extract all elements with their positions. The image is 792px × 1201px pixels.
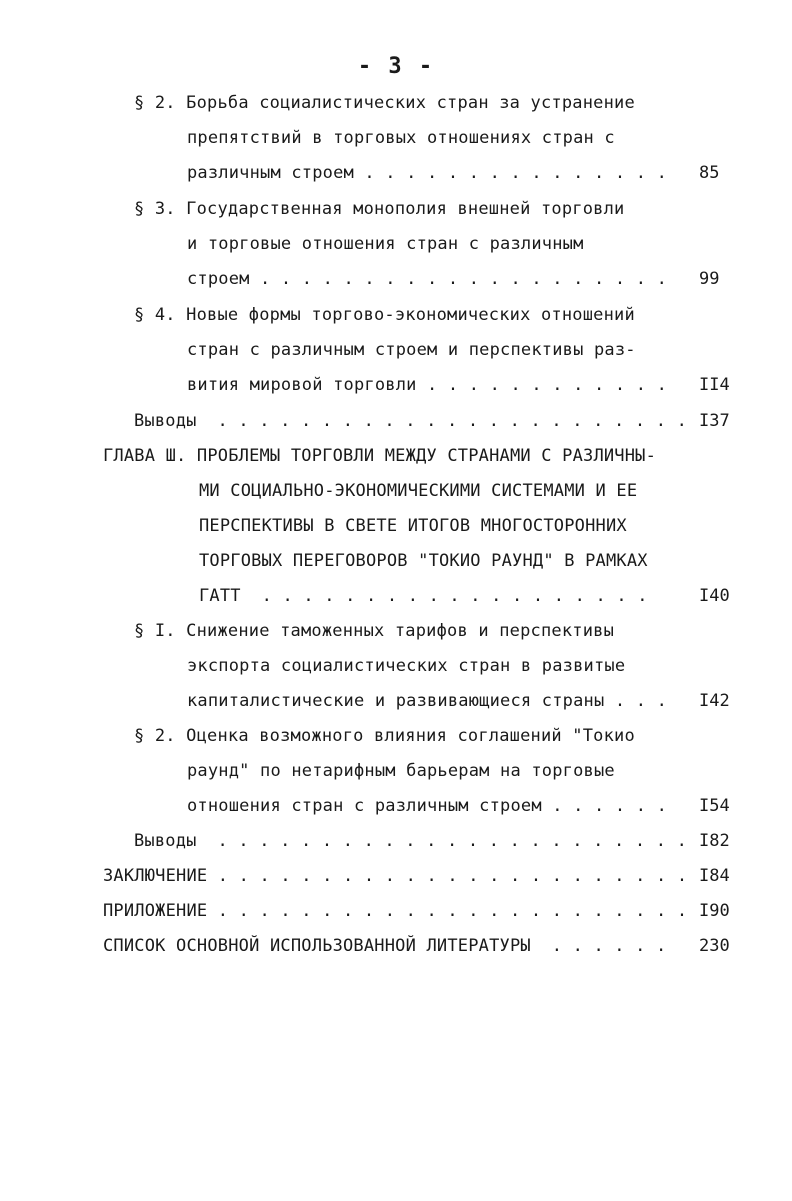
toc-entry-page: I42 xyxy=(699,691,730,711)
toc-entry-text: § I. Снижение таможенных тарифов и перспективы xyxy=(134,621,615,641)
toc-entry-page: 230 xyxy=(699,936,730,956)
toc-entry-text: препятствий в торговых отношениях стран с xyxy=(187,128,615,148)
toc-entry-text: стран с различным строем и перспективы раз- xyxy=(187,340,636,360)
toc-entry-text: ЗАКЛЮЧЕНИЕ . . . . . . . . . . . . . . . . . . . . . . . xyxy=(103,866,688,886)
toc-entry-text: капиталистические и развивающиеся страны . . . xyxy=(187,691,668,711)
toc-entry-page: I37 xyxy=(699,411,730,431)
toc-entry-text: отношения стран с различным строем . . . . . . xyxy=(187,796,668,816)
toc-entry-page: I90 xyxy=(699,901,730,921)
toc-entry-text: § 3. Государственная монополия внешней торговли xyxy=(134,199,625,219)
toc-entry-text: Выводы . . . . . . . . . . . . . . . . . . . . . . . xyxy=(134,831,688,851)
toc-entry-text: ГАТТ . . . . . . . . . . . . . . . . . . . xyxy=(199,586,648,606)
toc-entry-text: ПЕРСПЕКТИВЫ В СВЕТЕ ИТОГОВ МНОГОСТОРОННИХ xyxy=(199,516,627,536)
toc-entry-text: ПРИЛОЖЕНИЕ . . . . . . . . . . . . . . . . . . . . . . . xyxy=(103,901,688,921)
toc-entry-text: и торговые отношения стран с различным xyxy=(187,234,584,254)
toc-entry-page: I82 xyxy=(699,831,730,851)
toc-entry-text: Выводы . . . . . . . . . . . . . . . . . . . . . . . xyxy=(134,411,688,431)
toc-entry-text: СПИСОК ОСНОВНОЙ ИСПОЛЬЗОВАННОЙ ЛИТЕРАТУРЫ . . . . . . xyxy=(103,936,667,956)
toc-entry-text: ГЛАВА Ш. ПРОБЛЕМЫ ТОРГОВЛИ МЕЖДУ СТРАНАМИ С РАЗЛИЧНЫ- xyxy=(103,446,657,466)
toc-entry-text: § 2. Оценка возможного влияния соглашений "Токио xyxy=(134,726,635,746)
toc-entry-page: II4 xyxy=(699,375,730,395)
toc-entry-text: экспорта социалистических стран в развитые xyxy=(187,656,626,676)
page-number: - 3 - xyxy=(357,54,435,79)
toc-entry-text: строем . . . . . . . . . . . . . . . . . . . . xyxy=(187,269,668,289)
toc-entry-page: 85 xyxy=(699,163,720,183)
toc-entry-text: § 2. Борьба социалистических стран за устранение xyxy=(134,93,635,113)
toc-entry-text: различным строем . . . . . . . . . . . . . . . xyxy=(187,163,668,183)
toc-entry-page: I84 xyxy=(699,866,730,886)
toc-entry-text: § 4. Новые формы торгово-экономических отношений xyxy=(134,305,635,325)
toc-entry-text: вития мировой торговли . . . . . . . . . . . . xyxy=(187,375,668,395)
toc-entry-page: I54 xyxy=(699,796,730,816)
toc-entry-text: МИ СОЦИАЛЬНО-ЭКОНОМИЧЕСКИМИ СИСТЕМАМИ И ЕЕ xyxy=(199,481,638,501)
toc-entry-text: раунд" по нетарифным барьерам на торговые xyxy=(187,761,615,781)
toc-entry-page: 99 xyxy=(699,269,720,289)
toc-entry-text: ТОРГОВЫХ ПЕРЕГОВОРОВ "ТОКИО РАУНД" В РАМКАХ xyxy=(199,551,648,571)
toc-entry-page: I40 xyxy=(699,586,730,606)
